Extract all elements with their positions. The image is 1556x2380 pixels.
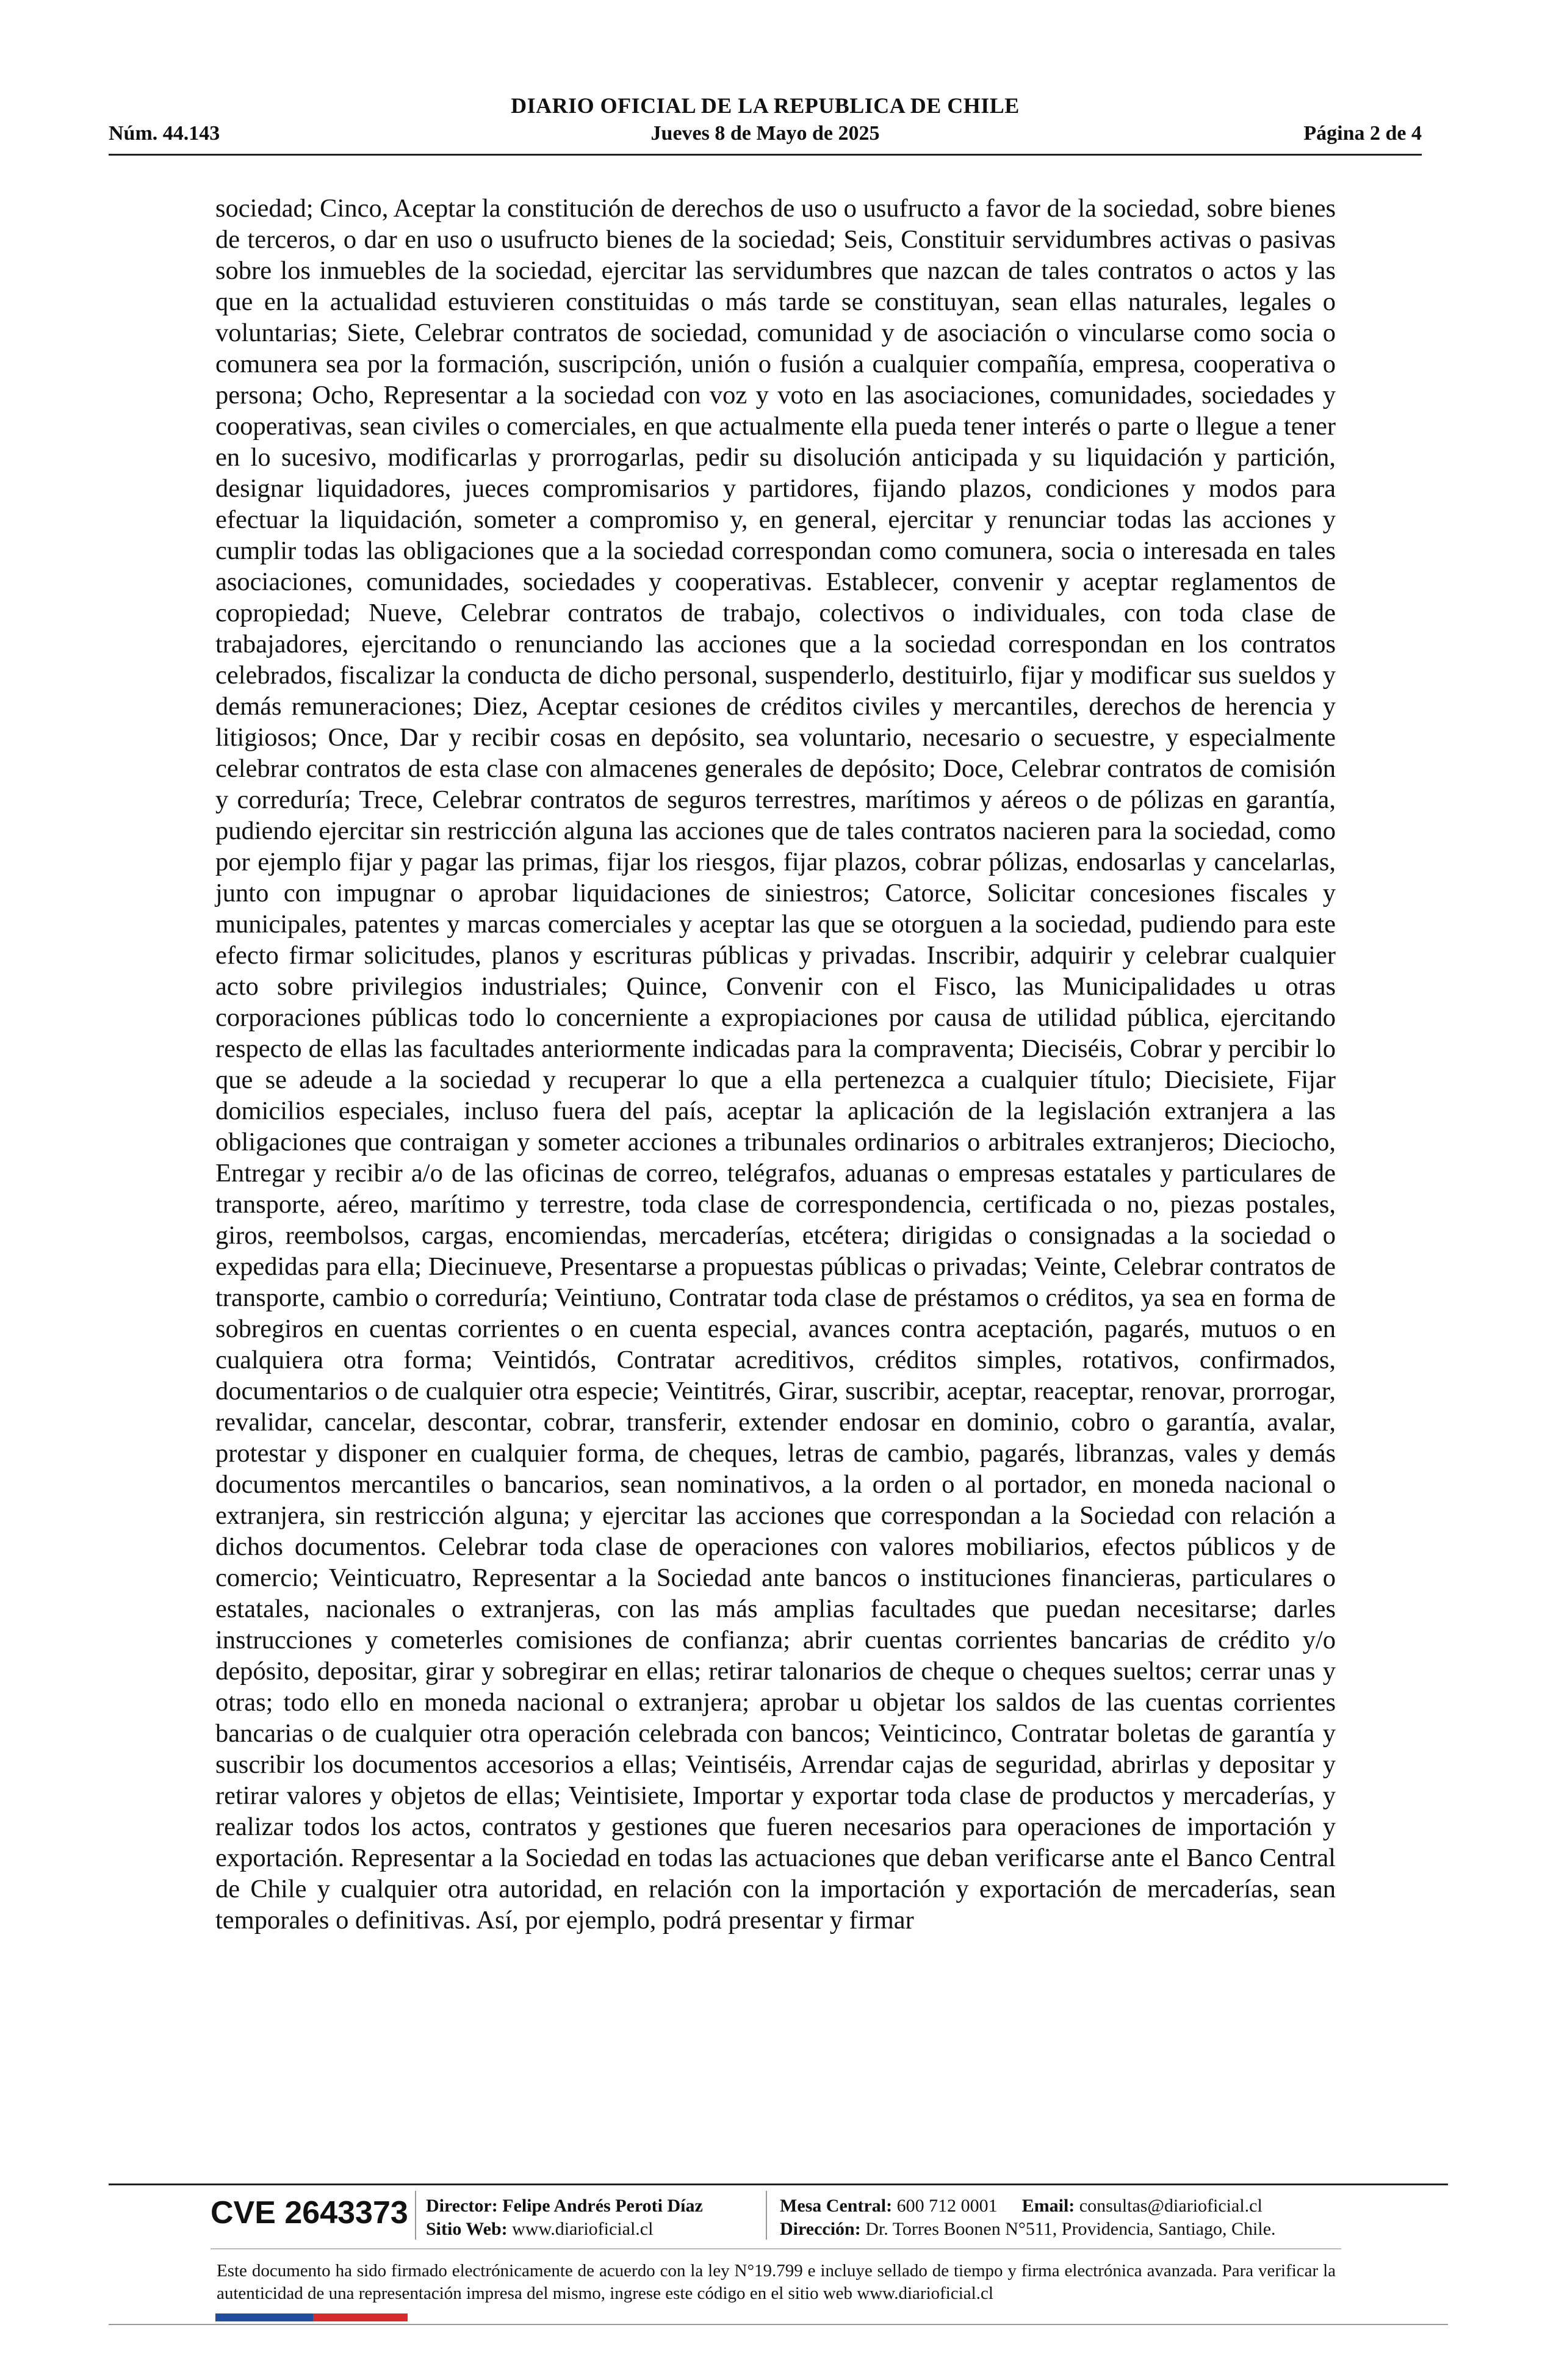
footer-column-divider bbox=[415, 2191, 416, 2240]
mesa-label: Mesa Central: bbox=[780, 2196, 893, 2216]
footer-column-divider bbox=[766, 2191, 767, 2240]
footer-divider-bottom bbox=[109, 2324, 1448, 2325]
issue-date: Jueves 8 de Mayo de 2025 bbox=[650, 122, 880, 145]
email-link[interactable]: consultas@diarioficial.cl bbox=[1079, 2196, 1262, 2216]
mesa-phone: 600 712 0001 bbox=[896, 2196, 998, 2216]
publication-title: DIARIO OFICIAL DE LA REPUBLICA DE CHILE bbox=[511, 93, 1020, 118]
document-body bbox=[215, 193, 1336, 1936]
page-header bbox=[109, 93, 1422, 160]
header-divider bbox=[109, 154, 1422, 156]
web-link[interactable]: www.diarioficial.cl bbox=[512, 2219, 654, 2239]
body-paragraph: sociedad; Cinco, Aceptar la constitución de derechos de uso o usufructo a favor de la sociedad, sobre bienes de terceros, o dar en uso o usufructo bienes de la sociedad; Seis, Constituir servidumbres activas o pasivas sobre los inmuebles de la sociedad, ejercitar las servidumbres que nazcan de tales contratos o actos y las que en la actualidad estuvieren constituidas o más tarde se constituyan, sean ellas naturales, legales o voluntarias; Siete, Celebrar contratos de sociedad, comunidad y de asociación o vincularse como socia o comunera sea por la formación, suscripción, unión o fusión a cualquier compañía, empresa, cooperativa o persona; Ocho, Representar a la sociedad con voz y voto en las asociaciones, comunidades, sociedades y cooperativas, sean civiles o comerciales, en que actualmente ella pueda tener interés o parte o llegue a tener en lo sucesivo, modificarlas y prorrogarlas, pedir su disolución anticipada y su liquidación y partición, designar liquidadores, jueces compromisarios y partidores, fijando plazos, condiciones y modos para efectuar la liquidación, someter a compromiso y, en general, ejercitar y renunciar todas las acciones y cumplir todas las obligaciones que a la sociedad correspondan como comunera, socia o interesada en tales asociaciones, comunidades, sociedades y cooperativas. Establecer, convenir y aceptar reglamentos de copropiedad; Nueve, Celebrar contratos de trabajo, colectivos o individuales, con toda clase de trabajadores, ejercitando o renunciando las acciones que a la sociedad correspondan en los contratos celebrados, fiscalizar la conducta de dicho personal, suspenderlo, destituirlo, fijar y modificar sus sueldos y demás remuneraciones; Diez, Aceptar cesiones de créditos civiles y mercantiles, derechos de herencia y litigiosos; Once, Dar y recibir cosas en depósito, sea voluntario, necesario o secuestre, y especialmente celebrar contratos de esta clase con almacenes generales de depósito; Doce, Celebrar contratos de comisión y correduría; Trece, Celebrar contratos de seguros terrestres, marítimos y aéreos o de pólizas en garantía, pudiendo ejercitar sin restricción alguna las acciones que de tales contratos nacieren para la sociedad, como por ejemplo fijar y pagar las primas, fijar los riesgos, fijar plazos, cobrar pólizas, endosarlas y cancelarlas, junto con impugnar o aprobar liquidaciones de siniestros; Catorce, Solicitar concesiones fiscales y municipales, patentes y marcas comerciales y aceptar las que se otorguen a la sociedad, pudiendo para este efecto firmar solicitudes, planos y escrituras públicas y privadas. Inscribir, adquirir y celebrar cualquier acto sobre privilegios industriales; Quince, Convenir con el Fisco, las Municipalidades u otras corporaciones públicas todo lo concerniente a expropiaciones por causa de utilidad pública, ejercitando respecto de ellas las facultades anteriormente indicadas para la compraventa; Dieciséis, Cobrar y percibir lo que se adeude a la sociedad y recuperar lo que a ella pertenezca a cualquier título; Diecisiete, Fijar domicilios especiales, incluso fuera del país, aceptar la aplicación de la legislación extranjera a las obligaciones que contraigan y someter acciones a tribunales ordinarios o arbitrales extranjeros; Dieciocho, Entregar y recibir a/o de las oficinas de correo, telégrafos, aduanas o empresas estatales y particulares de transporte, aéreo, marítimo y terrestre, toda clase de correspondencia, certificada o no, piezas postales, giros, reembolsos, cargas, encomiendas, mercaderías, etcétera; dirigidas o consignadas a la sociedad o expedidas para ella; Diecinueve, Presentarse a propuestas públicas o privadas; Veinte, Celebrar contratos de transporte, cambio o correduría; Veintiuno, Contratar toda clase de préstamos o créditos, ya sea en forma de sobregiros en cuentas corrientes o en cuenta especial, avances contra aceptación, pagarés, mutuos o en cualquiera otra forma; Veintidós, Contratar acreditivos, créditos simples, rotativos, confirmados, documentarios o de cualquier otra especie; Veintitrés, Girar, suscribir, aceptar, reaceptar, renovar, prorrogar, revalidar, cancelar, descontar, cobrar, transferir, extender endosar en dominio, cobro o garantía, avalar, protestar y disponer en cualquier forma, de cheques, letras de cambio, pagarés, libranzas, vales y demás documentos mercantiles o bancarios, sean nominativos, a la orden o al portador, en moneda nacional o extranjera, sin restricción alguna; y ejercitar las acciones que correspondan a la Sociedad con relación a dichos documentos. Celebrar toda clase de operaciones con valores mobiliarios, efectos públicos y de comercio; Veinticuatro, Representar a la Sociedad ante bancos o instituciones financieras, particulares o estatales, nacionales o extranjeras, con las más amplias facultades que puedan necesitarse; darles instrucciones y cometerles comisiones de confianza; abrir cuentas corrientes bancarias de crédito y/o depósito, depositar, girar y sobregirar en ellas; retirar talonarios de cheque o cheques sueltos; cerrar unas y otras; todo ello en moneda nacional o extranjera; aprobar u objetar los saldos de las cuentas corrientes bancarias o de cualquier otra operación celebrada con bancos; Veinticinco, Contratar boletas de garantía y suscribir los documentos accesorios a ellas; Veintiséis, Arrendar cajas de seguridad, abrirlas y depositar y retirar valores y objetos de ellas; Veintisiete, Importar y exportar toda clase de productos y mercaderías, y realizar todos los actos, contratos y gestiones que fueren necesarios para operaciones de importación y exportación. Representar a la Sociedad en todas las actuaciones que deban verificarse ante el Banco Central de Chile y cualquier otra autoridad, en relación con la importación y exportación de mercaderías, sean temporales o definitivas. Así, por ejemplo, podrá presentar y firmar bbox=[215, 194, 1336, 1935]
issue-number: Núm. 44.143 bbox=[109, 122, 220, 145]
director-name: Felipe Andrés Peroti Díaz bbox=[502, 2196, 703, 2216]
footer-divider-mid bbox=[211, 2248, 1341, 2249]
email-label: Email: bbox=[1021, 2196, 1075, 2216]
page-number: Página 2 de 4 bbox=[1303, 122, 1422, 145]
footer-contact-block bbox=[780, 2194, 1276, 2241]
web-label: Sitio Web: bbox=[426, 2219, 508, 2239]
legal-notice: Este documento ha sido firmado electrónicamente de acuerdo con la ley N°19.799 e incluye sellado de tiempo y firma electrónica avanzada. Para verificar la autenticidad de una representación impresa del mismo, ingrese este código en el sitio web www.diarioficial.cl bbox=[217, 2261, 1336, 2303]
address-value: Dr. Torres Boonen N°511, Providencia, Santiago, Chile. bbox=[865, 2219, 1276, 2239]
cve-code: CVE 2643373 bbox=[211, 2195, 408, 2230]
flag-stripe-blue bbox=[215, 2313, 313, 2321]
address-label: Dirección: bbox=[780, 2219, 861, 2239]
director-label: Director: bbox=[426, 2196, 498, 2216]
footer-divider-top bbox=[109, 2183, 1448, 2185]
footer-director-block bbox=[426, 2194, 703, 2241]
flag-stripe-red bbox=[313, 2313, 408, 2321]
